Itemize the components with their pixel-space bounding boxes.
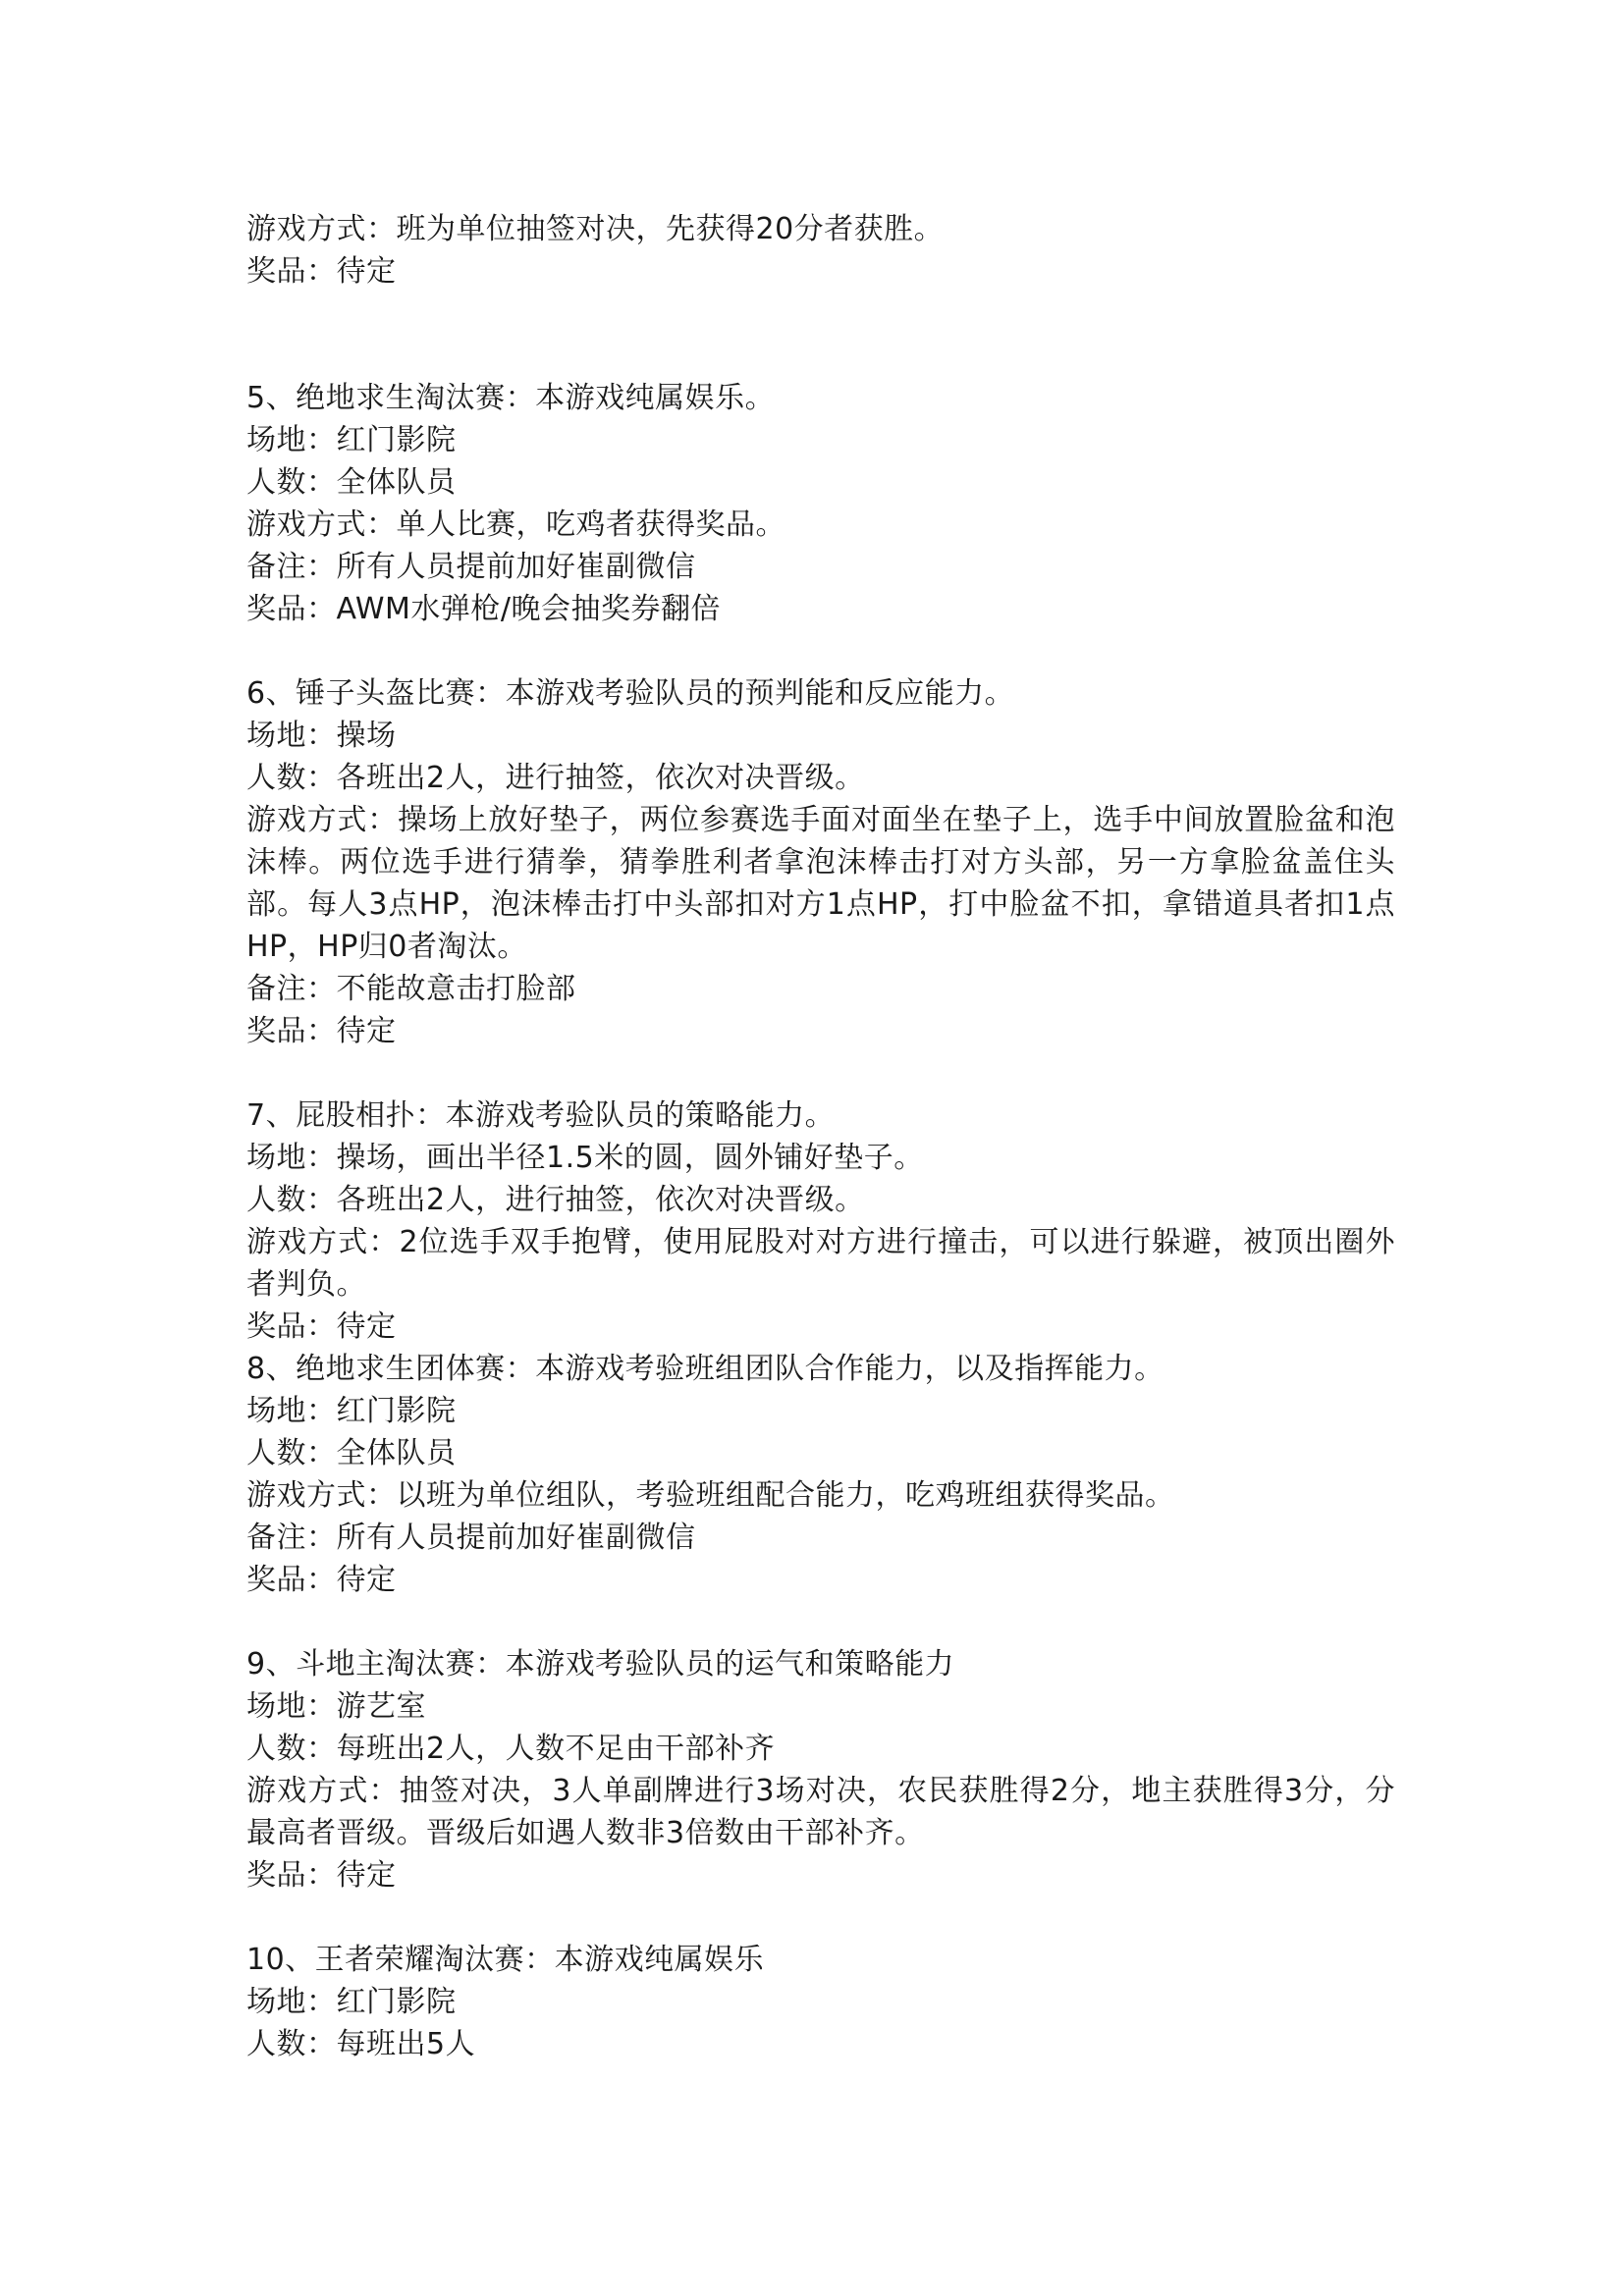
section-method: 游戏方式：以班为单位组队，考验班组配合能力，吃鸡班组获得奖品。 — [246, 1478, 1175, 1513]
section-people: 人数：全体队员 — [246, 1436, 457, 1470]
spacer — [246, 1896, 1395, 1939]
section-title: 8、绝地求生团体赛：本游戏考验班组团队合作能力，以及指挥能力。 — [246, 1352, 1164, 1386]
section-title: 5、绝地求生淘汰赛：本游戏纯属娱乐。 — [246, 381, 776, 415]
section-people: 人数：各班出2人，进行抽签，依次对决晋级。 — [246, 1183, 865, 1217]
spacer — [246, 630, 1395, 672]
section-10 — [246, 1939, 1395, 2065]
section-people: 人数：各班出2人，进行抽签，依次对决晋级。 — [246, 761, 865, 795]
section-6 — [246, 672, 1395, 1052]
section-people: 人数：每班出2人，人数不足由干部补齐 — [246, 1732, 776, 1766]
section-note: 备注：所有人员提前加好崔副微信 — [246, 1521, 696, 1555]
section-title: 6、锤子头盔比赛：本游戏考验队员的预判能和反应能力。 — [246, 676, 1015, 711]
section-method: 游戏方式：抽签对决，3人单副牌进行3场对决，农民获胜得2分，地主获胜得3分，分最高者晋级。晋级后如遇人数非3倍数由干部补齐。 — [246, 1774, 1395, 1850]
section-note: 备注：所有人员提前加好崔副微信 — [246, 550, 696, 584]
intro-prize: 奖品：待定 — [246, 254, 397, 289]
document-page — [246, 208, 1395, 2065]
section-title: 10、王者荣耀淘汰赛：本游戏纯属娱乐 — [246, 1943, 765, 1977]
spacer — [246, 1052, 1395, 1095]
section-venue: 场地：红门影院 — [246, 423, 457, 457]
spacer — [246, 293, 1395, 377]
section-title: 7、屁股相扑：本游戏考验队员的策略能力。 — [246, 1098, 836, 1133]
section-people: 人数：全体队员 — [246, 465, 457, 500]
section-venue: 场地：操场 — [246, 719, 397, 753]
section-venue: 场地：红门影院 — [246, 1985, 457, 2019]
intro-method: 游戏方式：班为单位抽签对决，先获得20分者获胜。 — [246, 212, 945, 246]
section-prize: 奖品：待定 — [246, 1309, 397, 1344]
section-people: 人数：每班出5人 — [246, 2027, 476, 2061]
section-prize: 奖品：待定 — [246, 1014, 397, 1048]
section-title: 9、斗地主淘汰赛：本游戏考验队员的运气和策略能力 — [246, 1647, 955, 1682]
section-method: 游戏方式：操场上放好垫子，两位参赛选手面对面坐在垫子上，选手中间放置脸盆和泡沫棒。两位选手进行猜拳，猜拳胜利者拿泡沫棒击打对方头部，另一方拿脸盆盖住头部。每人3点HP，泡沫棒击打中头部扣对方1点HP，打中脸盆不扣，拿错道具者扣1点HP，HP归0者淘汰。 — [246, 803, 1395, 964]
spacer — [246, 1601, 1395, 1643]
section-venue: 场地：游艺室 — [246, 1689, 426, 1724]
section-method: 游戏方式：2位选手双手抱臂，使用屁股对对方进行撞击，可以进行躲避，被顶出圈外者判负。 — [246, 1225, 1395, 1302]
section-venue: 场地：操场，画出半径1.5米的圆，圆外铺好垫子。 — [246, 1141, 924, 1175]
section-7 — [246, 1095, 1395, 1348]
section-method: 游戏方式：单人比赛，吃鸡者获得奖品。 — [246, 507, 785, 542]
section-venue: 场地：红门影院 — [246, 1394, 457, 1428]
section-prize: 奖品：待定 — [246, 1563, 397, 1597]
section-5 — [246, 377, 1395, 630]
section-prize: 奖品：待定 — [246, 1858, 397, 1893]
section-note: 备注：不能故意击打脸部 — [246, 972, 576, 1006]
section-8 — [246, 1348, 1395, 1601]
section-9 — [246, 1643, 1395, 1896]
section-prize: 奖品：AWM水弹枪/晚会抽奖券翻倍 — [246, 592, 722, 626]
